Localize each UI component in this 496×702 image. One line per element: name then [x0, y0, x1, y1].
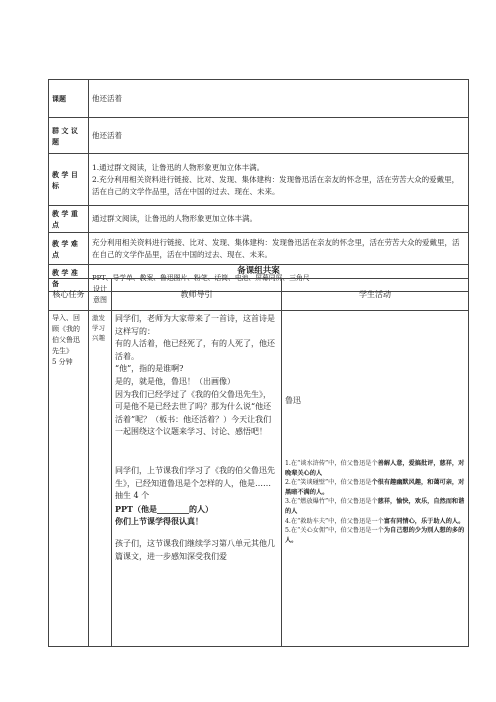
activity-row — [49, 311, 469, 647]
student-answer-item: 1.在“谈水浒传”中，伯父鲁迅是个善解人意，爱搞批评，慈祥，对晚辈关心的人 — [285, 460, 465, 477]
student-activity-cell — [282, 311, 469, 647]
label-group-topic: 群 文 议 题 — [49, 118, 89, 154]
header-teacher: 教师导引 — [112, 279, 282, 311]
value-key-points: 通过群文阅读，让鲁迅的人物形象更加立体丰满。 — [89, 206, 469, 233]
teacher-para-8: PPT（他是________的人） — [115, 503, 213, 514]
row-key-points — [49, 206, 469, 233]
section-title: 备课组共案 — [237, 266, 280, 276]
student-answer-item: 2.在“笑谈碰壁”中，伯父鲁迅是个很有趣幽默风趣，和蔼可亲，对黑暗不满的人。 — [285, 479, 465, 496]
value-preparation: PPT、导学单、教案、鲁迅图片、粉笔、话筒、电池、屏幕同屏、三角尺 — [89, 265, 469, 292]
header-core: 核心任务 — [49, 279, 89, 311]
value-objectives: 1.通过群文阅读，让鲁迅的人物形象更加立体丰满。 2.充分利用相关资料进行链接、比对、发现、集体建构：发现鲁迅活在亲友的怀念里，活在劳苦大众的爱戴里，活在自己的文学作品里，活在中国的过去、现在、未来。 — [89, 154, 469, 206]
label-objectives: 教 学 目 标 — [49, 154, 89, 206]
value-difficulties: 充分利用相关资料进行链接、比对、发现、集体建构：发现鲁迅活在亲友的怀念里，活在劳苦大众的爱戴里，活在自己的文学作品里，活在中国的过去、现在、未来。 — [89, 233, 469, 265]
teacher-para-7: 抽生 4 个 — [115, 491, 150, 501]
student-answer-item: 5.在“关心女佣”中，伯父鲁迅是一个为自己想的少为别人想的多的人。 — [285, 527, 465, 544]
lesson-plan-table — [48, 79, 469, 292]
label-difficulties: 教 学 难 点 — [49, 233, 89, 265]
activity-table — [48, 278, 469, 647]
header-design: 设计意图 — [89, 279, 112, 311]
row-difficulties — [49, 233, 469, 265]
teacher-para-6: 同学们，上节课我们学习了《我的伯父鲁迅先生》，已经知道鲁迅是个怎样的人，他是…… — [115, 465, 275, 488]
teacher-para-1: 同学们，老师为大家带来了一首诗，这首诗是这样写的： — [115, 314, 275, 336]
row-group-topic — [49, 118, 469, 154]
teacher-para-5: 因为我们已经学过了《我的伯父鲁迅先生》，可是他不是已经去世了吗？那为什么说“他还活着”呢？（板书：他还活着？）今天让我们一起围绕这个议题来学习、讨论、感悟吧！ — [115, 389, 272, 437]
design-intent-cell: 激发学习兴趣 — [89, 311, 112, 647]
student-answer-item: 4.在“救助车夫”中，伯父鲁迅是一个富有同情心，乐于助人的人。 — [285, 517, 465, 525]
student-answer-title: 鲁迅 — [285, 396, 301, 405]
teacher-guide-cell — [112, 311, 282, 647]
student-answer-list — [285, 459, 465, 545]
value-group-topic: 他还活着 — [89, 118, 469, 154]
value-topic: 他还活着 — [89, 80, 469, 118]
label-preparation: 教 学 准 备 — [49, 265, 89, 292]
core-task-cell — [49, 311, 89, 647]
teacher-para-4: 是的，就是他，鲁迅！（出画像） — [115, 376, 235, 386]
core-task-text: 导入、回顾《我的伯父鲁迅先生》 — [52, 314, 80, 355]
activity-header-row — [49, 279, 469, 311]
teacher-para-10: 孩子们，这节课我们继续学习第八单元其他几篇课文，进一步感知深受我们爱 — [115, 538, 275, 561]
teacher-para-2: 有的人活着，他已经死了，有的人死了，他还活着。 — [115, 339, 275, 361]
row-topic — [49, 80, 469, 118]
student-answer-item: 3.在“燃放爆竹”中，伯父鲁迅是个慈祥，愉快，欢乐，自然而和谐的人 — [285, 498, 465, 515]
core-task-time: 5 分钟 — [52, 358, 73, 366]
teacher-para-3: “他”，指的是谁啊? — [115, 364, 184, 374]
label-topic: 课题 — [49, 80, 89, 118]
row-objectives — [49, 154, 469, 206]
header-student: 学生活动 — [282, 279, 469, 311]
label-key-points: 教 学 重 点 — [49, 206, 89, 233]
teacher-para-9: 你们上节课学得很认真！ — [115, 516, 203, 527]
